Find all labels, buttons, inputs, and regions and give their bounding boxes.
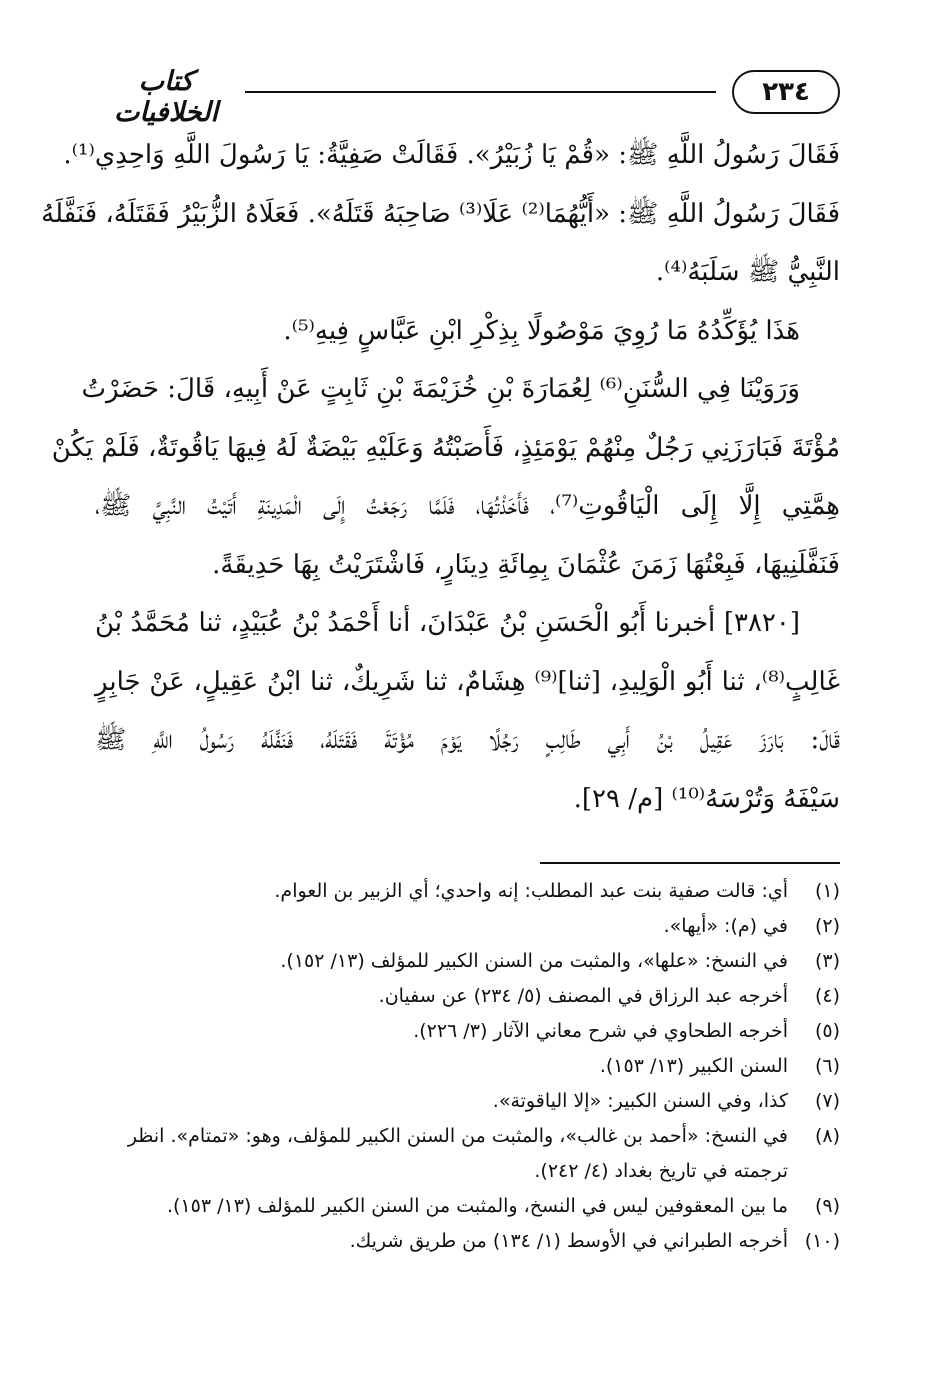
footnote-text: في النسخ: «علها»، والمثبت من السنن الكبير للمؤلف (١٣/ ١٥٢).: [280, 950, 788, 972]
footnote: [95, 1189, 840, 1224]
footnote-text-block: [95, 1119, 788, 1189]
footnote-text: ما بين المعقوفين ليس في النسخ، والمثبت من السنن الكبير للمؤلف (١٣/ ١٥٣).: [166, 1195, 788, 1217]
book-title: كتاب الخلافيات: [114, 66, 218, 128]
footnote-number: (٧): [814, 1090, 840, 1112]
text-line: فَقَالَ رَسُولُ اللَّهِ ﷺ: «قُمْ يَا زُبَيْرُ». فَقَالَتْ صَفِيَّةُ: يَا رَسُولَ اللَّهِ وَاحِدِي⁽¹⁾.: [63, 140, 840, 170]
footnotes: [95, 874, 840, 1259]
text-line: هَذَا يُؤَكِّدُهُ مَا رُوِيَ مَوْصُولًا بِذِكْرِ ابْنِ عَبَّاسٍ فِيهِ⁽⁵⁾.: [283, 315, 800, 346]
footnote-text: في النسخ: «أحمد بن غالب»، والمثبت من السنن الكبير للمؤلف، وهو: «تمتام». انظر: [127, 1125, 788, 1147]
footnote: [95, 944, 840, 979]
footnote: [95, 1049, 840, 1084]
text-line: قَالَ: بَارَزَ عَقِيلُ بْنُ أَبِي طَالِبٍ رَجُلًا يَوْمَ مُؤْتَةَ فَقَتَلَهُ، فَنَفَّلَهُ رَسُولُ اللَّهِ ﷺ: [95, 725, 840, 755]
footnote-text: في (م): «أيها».: [663, 915, 788, 937]
footnote: [95, 1014, 840, 1049]
footnote-text: أخرجه الطحاوي في شرح معاني الآثار (٣/ ٢٢٦).: [413, 1020, 788, 1042]
footnote-text: كذا، وفي السنن الكبير: «إلا الياقوتة».: [492, 1090, 788, 1112]
footnote: [95, 1084, 840, 1119]
text-line: غَالِبٍ⁽⁸⁾، ثنا أَبُو الْوَلِيدِ، [ثنا]⁽⁹⁾ هِشَامٌ، ثنا شَرِيكٌ، ثنا ابْنُ عَقِيلٍ، عَنْ جَابِرٍ: [95, 666, 840, 697]
footnote-text: أخرجه الطبراني في الأوسط (١/ ١٣٤) من طريق شريك.: [349, 1230, 788, 1252]
footnote-text: أخرجه عبد الرزاق في المصنف (٥/ ٢٣٤) عن سفيان.: [378, 985, 788, 1007]
footnote-text-continuation: ترجمته في تاريخ بغداد (٤/ ٢٤٢).: [534, 1160, 788, 1182]
main-text: [41, 126, 840, 828]
footnote-number: (٨): [814, 1125, 840, 1147]
footnote-number: (٥): [814, 1020, 840, 1042]
footnote-number: (٢): [814, 915, 840, 937]
footnote-text: السنن الكبير (١٣/ ١٥٣).: [599, 1055, 788, 1077]
page-number: ٢٣٤: [732, 70, 840, 114]
text-line: سَيْفَهُ وَتُرْسَهُ⁽¹⁰⁾ [م/ ٢٩].: [573, 783, 840, 814]
footnote: [95, 1119, 840, 1189]
footnote-number: (٦): [814, 1055, 840, 1077]
text-line: وَرَوَيْنَا فِي السُّنَنِ⁽⁶⁾ لِعُمَارَةَ بْنِ خُزَيْمَةَ بْنِ ثَابِتٍ عَنْ أَبِيهِ، قَالَ: حَضَرْتُ: [81, 374, 800, 404]
text-line: مُؤْتَةَ فَبَارَزَنِي رَجُلٌ مِنْهُمْ يَوْمَئِذٍ، فَأَصَبْتُهُ وَعَلَيْهِ بَيْضَةٌ لَهُ فِيهَا يَاقُوتَةٌ، فَلَمْ يَكُنْ: [51, 432, 840, 463]
footnote-number: (١٠): [804, 1230, 840, 1252]
text-line: فَقَالَ رَسُولُ اللَّهِ ﷺ: «أَيُّهُمَا⁽²⁾ عَلَا⁽³⁾ صَاحِبَهُ قَتَلَهُ». فَعَلَاهُ الزُّبَيْرُ فَقَتَلَهُ، فَنَفَّلَهُ: [41, 198, 840, 229]
footnote: [95, 1224, 840, 1259]
footnote: [95, 979, 840, 1014]
footnote-number: (٩): [814, 1195, 840, 1217]
footnote: [95, 909, 840, 944]
footnote-separator: [540, 862, 840, 864]
page-header: [95, 60, 840, 128]
text-line: فَنَفَّلَنِيهَا، فَبِعْتُهَا زَمَنَ عُثْمَانَ بِمِائَةِ دِينَارٍ، فَاشْتَرَيْتُ بِهَا حَدِيقَةً.: [212, 549, 840, 580]
text-line: النَّبِيُّ ﷺ سَلَبَهُ⁽⁴⁾.: [655, 257, 840, 287]
text-line: [٣٨٢٠] أخبرنا أَبُو الْحَسَنِ بْنُ عَبْدَانَ، أنا أَحْمَدُ بْنُ عُبَيْدٍ، ثنا مُحَمَّدُ بْنُ: [95, 608, 800, 638]
footnote-text: أي: قالت صفية بنت عبد المطلب: إنه واحدي؛ أي الزبير بن العوام.: [274, 880, 788, 902]
footnote-number: (١): [814, 880, 840, 902]
footnote: [95, 874, 840, 909]
page: [41, 60, 840, 1320]
header-rule: [245, 91, 716, 93]
text-line: هِمَّتِي إِلَّا إِلَى الْيَاقُوتِ⁽⁷⁾، فَأَخَذْتُهَا، فَلَمَّا رَجَعْتُ إِلَى الْمَدِينَةِ أَتَيْتُ النَّبِيَّ ﷺ،: [95, 491, 840, 521]
footnote-number: (٤): [814, 985, 840, 1007]
footnote-number: (٣): [814, 950, 840, 972]
